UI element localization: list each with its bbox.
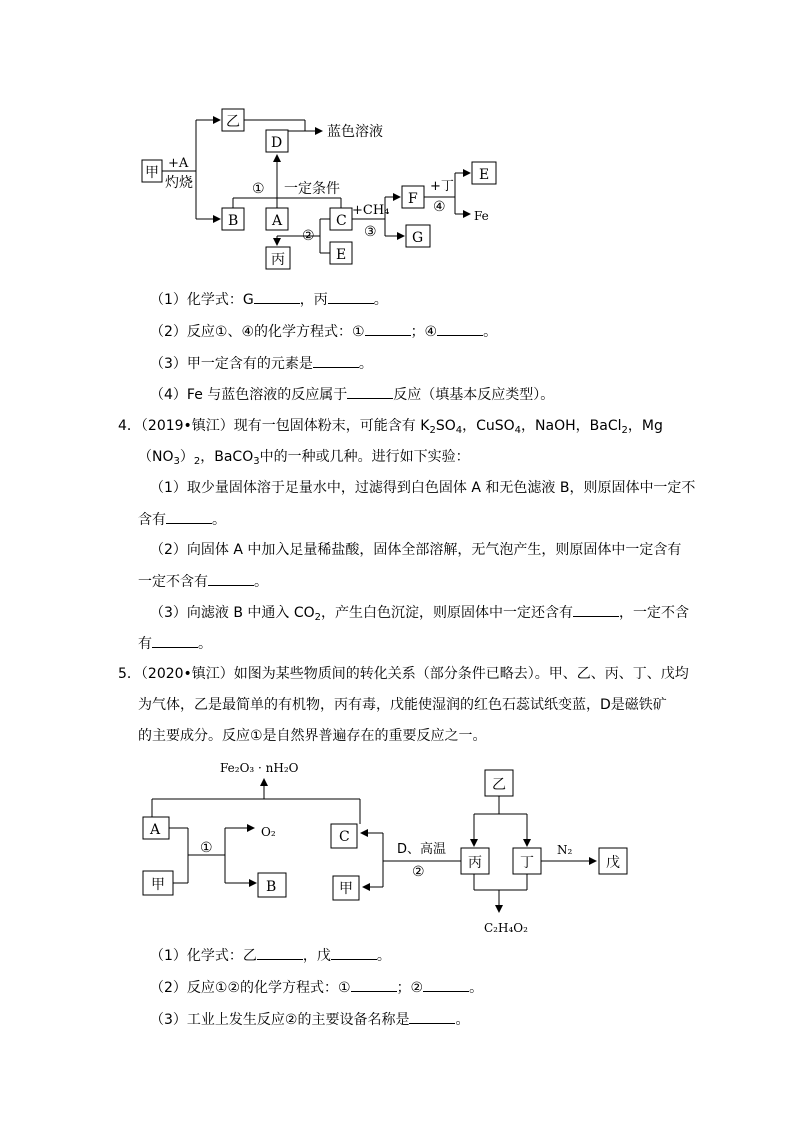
answer-blank[interactable] (166, 509, 212, 524)
answer-blank[interactable] (347, 384, 393, 399)
q5-part2: （2）反应①②的化学方程式：① ；② 。 (150, 977, 483, 998)
label-r2: ② (412, 864, 425, 880)
label-B: B (228, 213, 239, 229)
answer-blank[interactable] (254, 289, 300, 304)
label-F: F (408, 191, 418, 207)
q5-stem-line2: 为气体，乙是最简单的有机物，丙有毒，戊能使湿润的红色石蕊试纸变蓝，D是磁铁矿 (138, 697, 667, 713)
answer-blank[interactable] (313, 353, 359, 368)
q4-stem-line1: 4．（2019•镇江）现有一包固体粉末，可能含有 $K_2SO_4$，CuSO$_4$，NaOH，BaCl$_2$，Mg (118, 418, 663, 436)
answer-blank[interactable] (409, 1009, 455, 1024)
label-plusDing: +丁 (430, 179, 454, 194)
answer-blank[interactable] (208, 571, 254, 586)
label-G: G (412, 230, 424, 246)
label-jia-left: 甲 (151, 877, 165, 893)
answer-blank[interactable] (365, 321, 411, 336)
q3-part3: （3）甲一定含有的元素是 。 (150, 353, 373, 374)
q4-part1-cont: 含有 。 (138, 509, 226, 530)
label-yi: 乙 (226, 114, 240, 130)
label-burn: 灼烧 (165, 175, 193, 191)
q4-part2: （2）向固体 A 中加入足量稀盐酸，固体全部溶解，无气泡产生，则原固体中一定含有 (150, 542, 682, 558)
label-yi: 乙 (492, 777, 506, 793)
answer-blank[interactable] (423, 977, 469, 992)
label-N2: N₂ (557, 843, 573, 857)
q4-stem-line2: $(NO_3)_2$，BaCO$_3$中的一种或几种。进行如下实验： (138, 449, 470, 467)
label-r4: ④ (433, 199, 446, 215)
label-D: D (271, 135, 283, 151)
label-r1: ① (252, 181, 265, 197)
reaction-diagram-1 (0, 0, 794, 280)
label-top-product: Fe₂O₃ · nH₂O (220, 761, 299, 775)
label-C: C (339, 829, 350, 845)
label-A: A (272, 213, 283, 229)
answer-blank[interactable] (437, 321, 483, 336)
q5-stem-line1: 5．（2020•镇江）如图为某些物质间的转化关系（部分条件已略去）。甲、乙、丙、丁、戊均 (118, 666, 689, 682)
q4-part3-cont: 有 。 (138, 633, 212, 654)
q3-part4: （4）Fe 与蓝色溶液的反应属于 反应（填基本反应类型）。 (150, 384, 554, 405)
answer-blank[interactable] (573, 602, 619, 617)
label-condition: 一定条件 (284, 181, 340, 197)
label-wu: 戊 (606, 855, 620, 871)
label-plusCH4: +CH₄ (352, 203, 390, 218)
label-jia: 甲 (145, 165, 159, 181)
label-C: C (336, 213, 347, 229)
answer-blank[interactable] (351, 977, 397, 992)
label-B: B (266, 879, 277, 895)
answer-blank[interactable] (331, 945, 377, 960)
label-E-lower: E (336, 247, 347, 263)
label-O2: O₂ (261, 825, 276, 839)
label-A: A (150, 822, 161, 838)
q3-part2: （2）反应①、④的化学方程式：① ；④ 。 (150, 321, 497, 342)
label-bing: 丙 (468, 855, 482, 871)
q4-part2-cont: 一定不含有 。 (138, 571, 268, 592)
q4-part3: （3）向滤液 B 中通入 $CO_2$，产生白色沉淀，则原固体中一定还含有 ，一定不含 (150, 602, 689, 623)
q3-part1: （1）化学式：G ，丙 。 (150, 289, 388, 310)
label-r2: ② (302, 228, 315, 244)
reaction-diagram-2 (0, 750, 794, 950)
label-r1: ① (200, 840, 213, 856)
label-plusA: +A (168, 156, 189, 171)
label-bottom-product: C₂H₄O₂ (484, 921, 528, 935)
label-bing: 丙 (271, 252, 285, 268)
label-E-upper: E (479, 167, 490, 183)
label-condition: D、高温 (397, 842, 447, 857)
label-jia-right: 甲 (339, 881, 353, 897)
answer-blank[interactable] (152, 633, 198, 648)
q4-part1: （1）取少量固体溶于足量水中，过滤得到白色固体 A 和无色滤液 B，则原固体中一定不 (150, 480, 696, 496)
answer-blank[interactable] (257, 945, 303, 960)
label-r3: ③ (364, 224, 377, 240)
label-blue-solution: 蓝色溶液 (327, 124, 383, 140)
q5-stem-line3: 的主要成分。反应①是自然界普遍存在的重要反应之一。 (138, 728, 487, 744)
q5-part3: （3）工业上发生反应②的主要设备名称是 。 (150, 1009, 469, 1030)
label-Fe: Fe (474, 209, 489, 223)
q5-part1: （1）化学式：乙 ，戊 。 (150, 945, 391, 966)
answer-blank[interactable] (328, 289, 374, 304)
label-ding: 丁 (520, 855, 534, 871)
